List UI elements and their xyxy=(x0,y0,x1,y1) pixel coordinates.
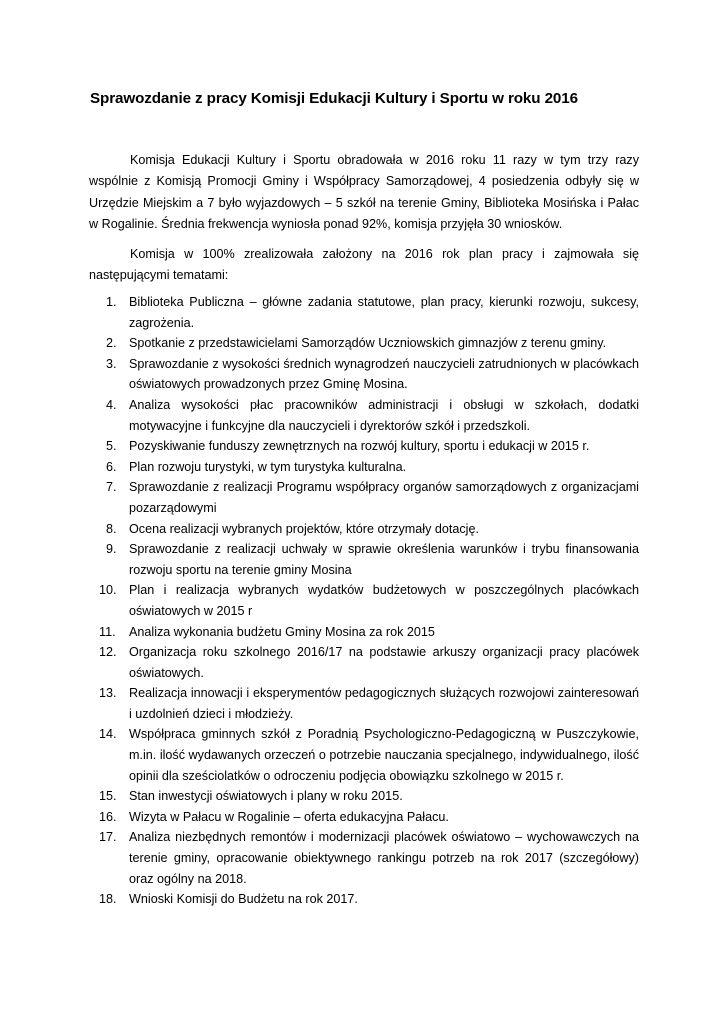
list-item xyxy=(89,807,639,828)
list-text: Sprawozdanie z realizacji uchwały w sprawie określenia warunków i trybu finansowania rozwoju sportu na terenie gminy Mosina xyxy=(129,542,639,577)
list-text: Wnioski Komisji do Budżetu na rok 2017. xyxy=(129,892,358,907)
list-item xyxy=(89,519,639,540)
list-text: Sprawozdanie z realizacji Programu współpracy organów samorządowych z organizacjami pozarządowymi xyxy=(129,480,639,515)
list-item xyxy=(89,642,639,683)
list-text: Analiza wykonania budżetu Gminy Mosina za rok 2015 xyxy=(129,624,435,639)
list-number: 1. xyxy=(106,295,117,309)
list-text: Realizacja innowacji i eksperymentów pedagogicznych służących rozwojowi zainteresowań i uzdolnień dzieci i młodzieży. xyxy=(129,686,639,721)
list-number: 18. xyxy=(99,892,117,907)
list-text: Plan rozwoju turystyki, w tym turystyka kulturalna. xyxy=(129,459,407,474)
list-text: Sprawozdanie z wysokości średnich wynagrodzeń nauczycieli zatrudnionych w placówkach oświatowych prowadzonych przez Gminę Mosina. xyxy=(129,356,639,392)
list-number: 7. xyxy=(106,480,117,495)
list-text: Ocena realizacji wybranych projektów, które otrzymały dotację. xyxy=(129,521,479,536)
list-item xyxy=(89,622,639,643)
list-item xyxy=(89,724,639,786)
list-item xyxy=(89,436,639,457)
document-title: Sprawozdanie z pracy Komisji Edukacji Kultury i Sportu w roku 2016 xyxy=(90,90,578,107)
list-item xyxy=(89,354,639,395)
list-item xyxy=(89,889,639,910)
list-item xyxy=(89,292,639,333)
list-number: 5. xyxy=(106,439,117,454)
list-item xyxy=(89,786,639,807)
list-number: 9. xyxy=(106,542,117,557)
plan-paragraph: Komisja w 100% zrealizowała założony na 2016 rok plan pracy i zajmowała się następującymi tematami: xyxy=(89,247,639,283)
list-text: Analiza wysokości płac pracowników administracji i obsługi w szkołach, dodatki motywacyjne i funkcyjne dla nauczycieli i dyrektorów szkół i przedszkoli. xyxy=(129,397,639,433)
list-number: 13. xyxy=(99,686,117,701)
list-item xyxy=(89,395,639,436)
list-text: Organizacja roku szkolnego 2016/17 na podstawie arkuszy organizacji pracy placówek oświatowych. xyxy=(129,645,639,680)
list-text: Współpraca gminnych szkół z Poradnią Psychologiczno-Pedagogiczną w Puszczykowie, m.in. ilość wydawanych orzeczeń o potrzebie nauczania specjalnego, indywidualnego, ilość opinii dla sześciolatków o odroczeniu podjęcia obowiązku szkolnego w 2015 r. xyxy=(129,727,639,783)
list-number: 16. xyxy=(99,809,117,824)
list-number: 14. xyxy=(99,727,117,742)
list-number: 2. xyxy=(106,336,117,351)
list-text: Spotkanie z przedstawicielami Samorządów Uczniowskich gimnazjów z terenu gminy. xyxy=(129,336,607,351)
list-text: Pozyskiwanie funduszy zewnętrznych na rozwój kultury, sportu i edukacji w 2015 r. xyxy=(129,439,590,454)
list-text: Biblioteka Publiczna – główne zadania statutowe, plan pracy, kierunki rozwoju, sukcesy, zagrożenia. xyxy=(129,295,639,330)
list-text: Stan inwestycji oświatowych i plany w roku 2015. xyxy=(129,789,403,804)
list-number: 3. xyxy=(106,356,117,371)
intro-paragraph: Komisja Edukacji Kultury i Sportu obradowała w 2016 roku 11 razy w tym trzy razy wspólnie z Komisją Promocji Gminy i Współpracy Samorządowej, 4 posiedzenia odbyły się w Urzędzie Miejskim a 7 było wyjazdowych – 5 szkół na terenie Gminy, Biblioteka Mosińska i Pałac w Rogalinie. Średnia frekwencja wyniosła ponad 92%, komisja przyjęła 30 wniosków. xyxy=(89,153,639,231)
list-number: 11. xyxy=(99,624,116,639)
list-item xyxy=(89,683,639,724)
list-item xyxy=(89,477,639,518)
list-item xyxy=(89,539,639,580)
list-number: 6. xyxy=(106,459,117,474)
topics-list xyxy=(89,292,639,910)
list-item xyxy=(89,827,639,889)
list-text: Wizyta w Pałacu w Rogalinie – oferta edukacyjna Pałacu. xyxy=(129,809,449,824)
list-number: 4. xyxy=(106,397,117,412)
list-item xyxy=(89,333,639,354)
list-number: 12. xyxy=(99,645,117,660)
list-text: Plan i realizacja wybranych wydatków budżetowych w poszczególnych placówkach oświatowych w 2015 r xyxy=(129,583,639,618)
list-number: 8. xyxy=(106,521,117,536)
list-number: 15. xyxy=(99,789,117,804)
list-item xyxy=(89,457,639,478)
list-item xyxy=(89,580,639,621)
list-text: Analiza niezbędnych remontów i modernizacji placówek oświatowo – wychowawczych na terenie gminy, opracowanie obiektywnego rankingu potrzeb na rok 2017 (szczegółowy) oraz ogólny na 2018. xyxy=(129,830,639,886)
list-number: 10. xyxy=(99,583,117,598)
list-number: 17. xyxy=(99,830,117,845)
